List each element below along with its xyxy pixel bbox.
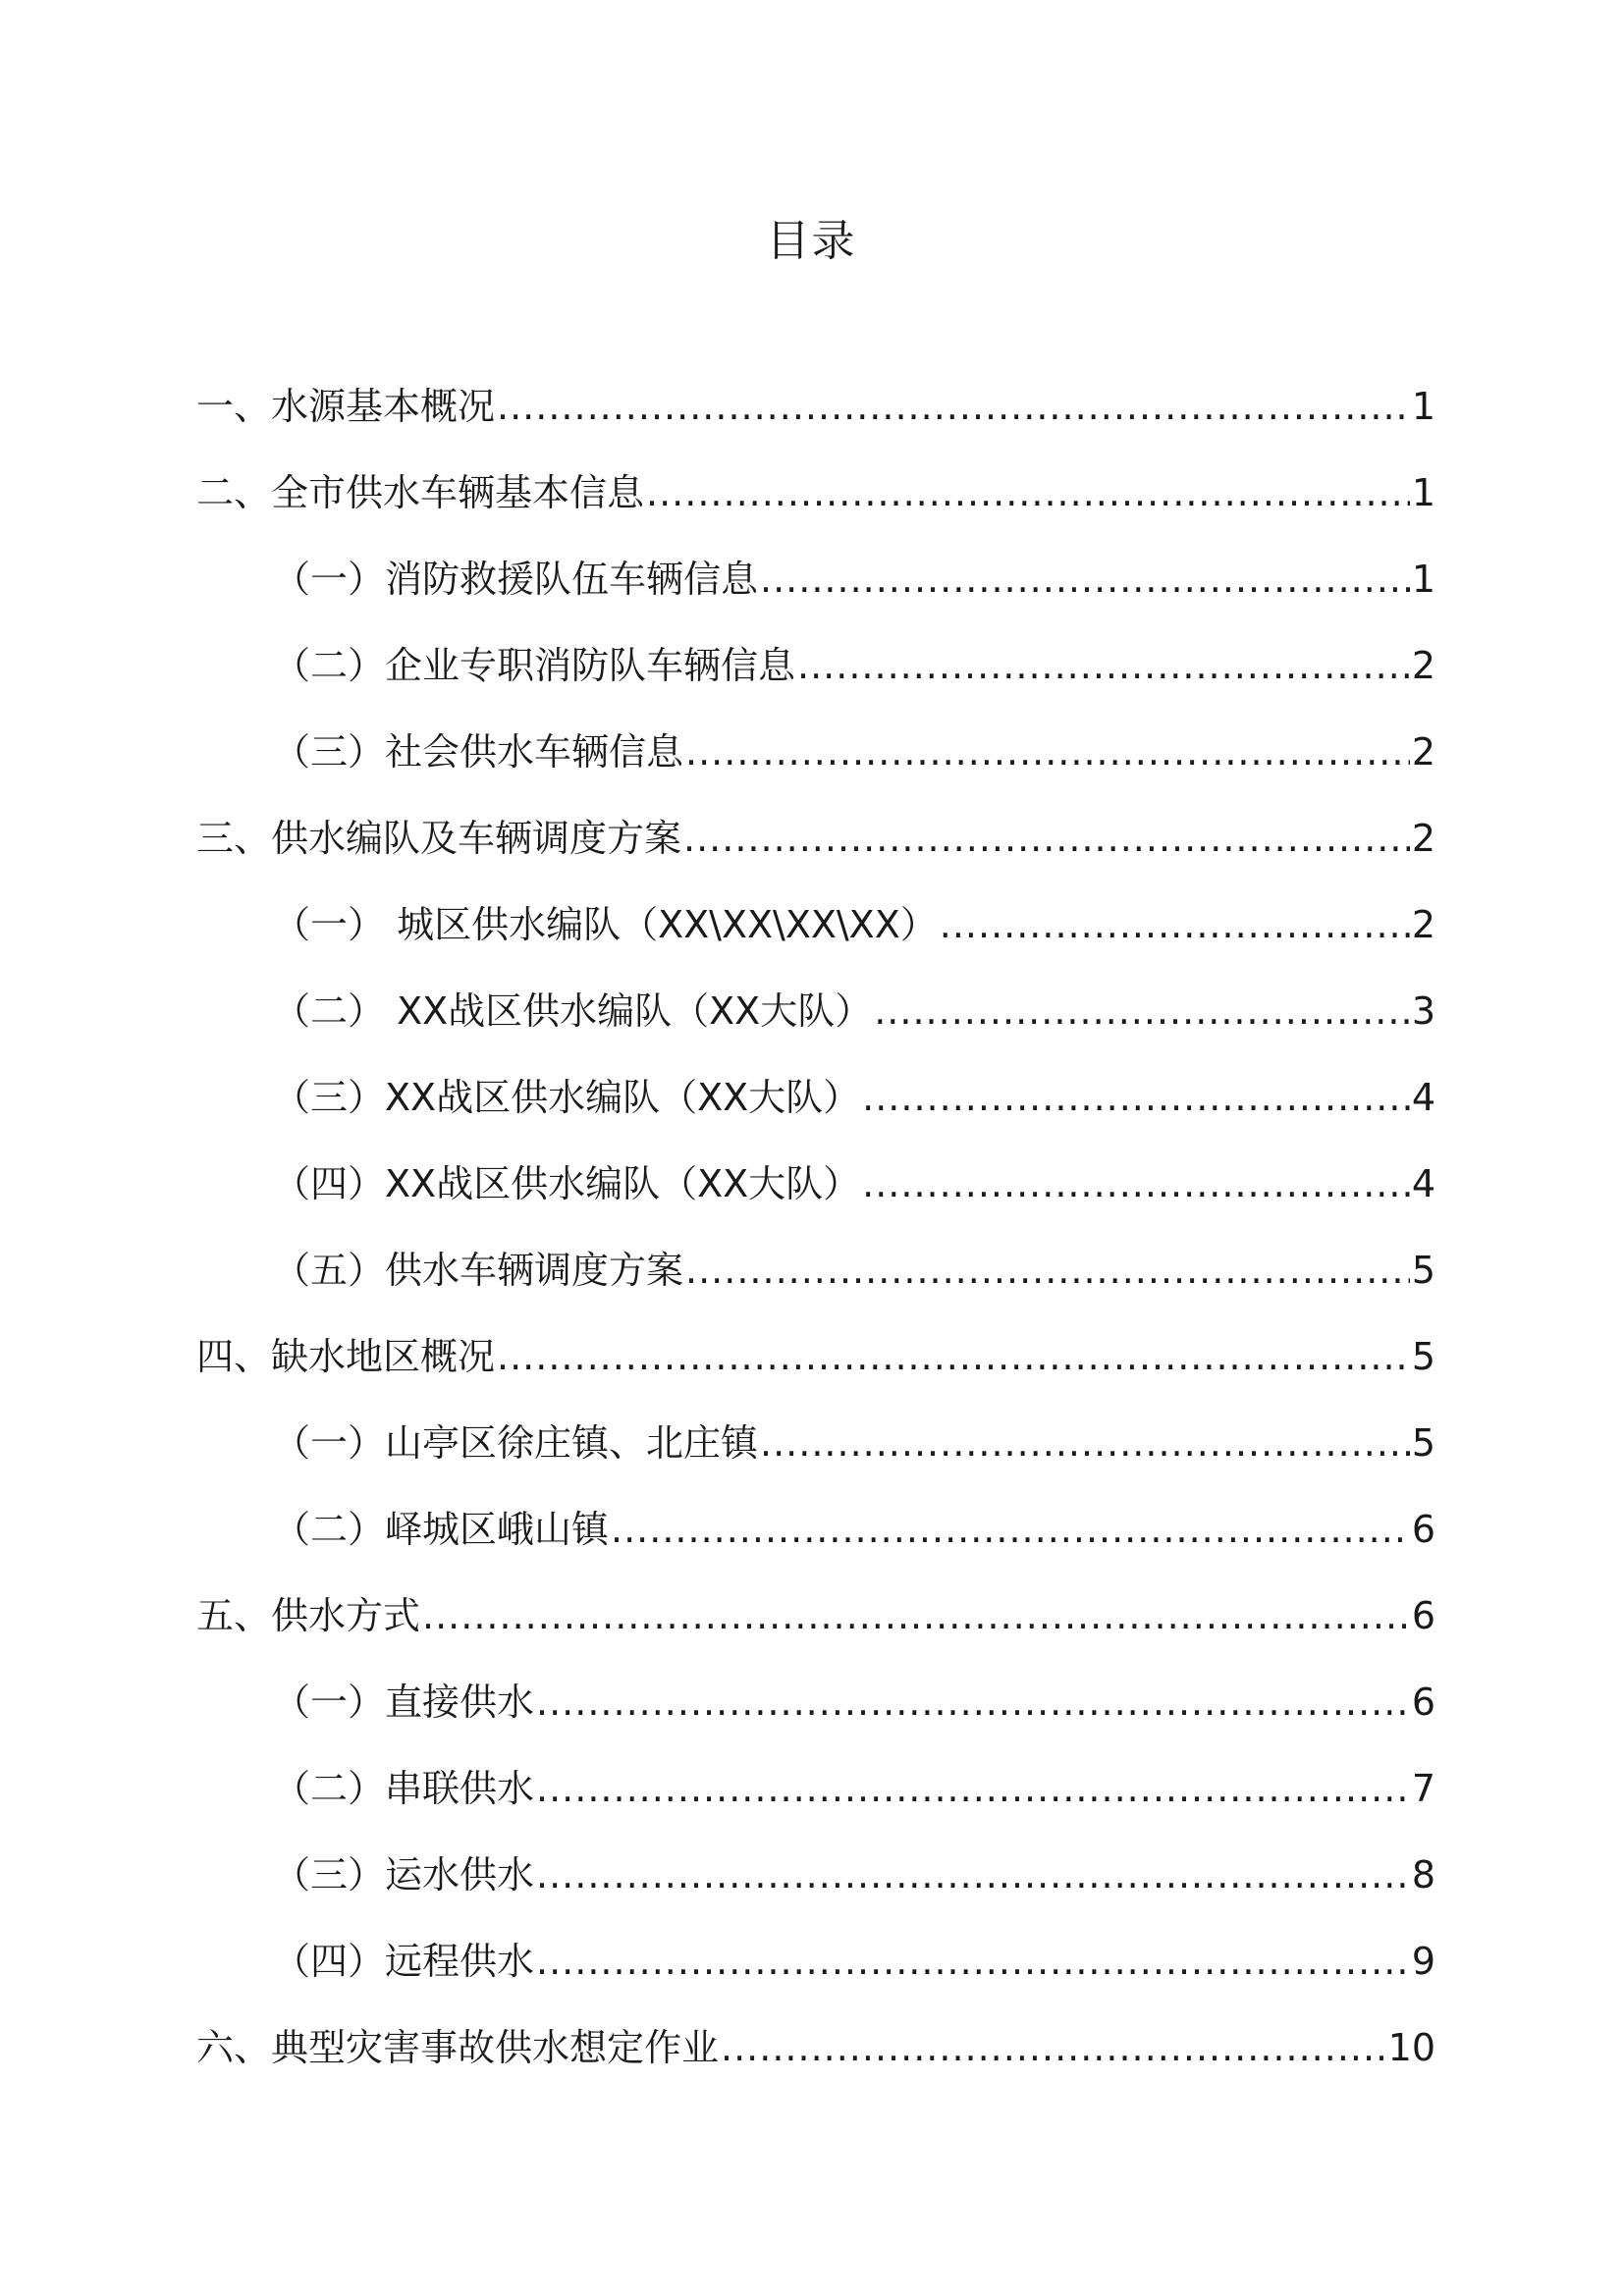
toc-entry-page: 10 — [1387, 2026, 1435, 2069]
toc-entry-label: （三）XX战区供水编队（XX大队） — [273, 1076, 861, 1119]
toc-entry[interactable] — [196, 982, 1435, 1068]
toc-entry-label: （一）消防救援队伍车辆信息 — [273, 558, 759, 601]
toc-entry-page: 2 — [1411, 817, 1435, 860]
toc-entry[interactable] — [196, 722, 1435, 809]
toc-entry-page: 6 — [1411, 1508, 1435, 1551]
toc-dot-leader — [940, 895, 1410, 954]
table-of-contents — [196, 377, 1435, 2105]
toc-entry-page: 5 — [1411, 1421, 1435, 1465]
toc-entry-label: （一） 城区供水编队（XX\XX\XX\XX） — [273, 903, 938, 946]
toc-entry-page: 6 — [1411, 1594, 1435, 1637]
toc-entry-label: （二） XX战区供水编队（XX大队） — [273, 989, 873, 1033]
toc-entry-label: 二、全市供水车辆基本信息 — [196, 471, 645, 514]
toc-entry-page: 7 — [1411, 1767, 1435, 1810]
toc-entry[interactable] — [196, 895, 1435, 982]
toc-dot-leader — [685, 1241, 1410, 1300]
toc-entry-page: 3 — [1411, 989, 1435, 1033]
toc-entry-page: 5 — [1411, 1249, 1435, 1292]
toc-entry-label: （四）远程供水 — [273, 1940, 535, 1983]
page-title: 目录 — [766, 216, 857, 266]
toc-dot-leader — [536, 1759, 1410, 1818]
toc-entry-page: 1 — [1411, 558, 1435, 601]
toc-dot-leader — [862, 1154, 1410, 1213]
toc-entry-page: 2 — [1411, 903, 1435, 946]
toc-entry-page: 4 — [1411, 1076, 1435, 1119]
toc-entry-page: 9 — [1411, 1940, 1435, 1983]
toc-entry-label: （五）供水车辆调度方案 — [273, 1249, 684, 1292]
toc-entry-page: 4 — [1411, 1162, 1435, 1205]
toc-entry-label: 一、水源基本概况 — [196, 385, 496, 428]
toc-dot-leader — [611, 1500, 1410, 1559]
toc-dot-leader — [422, 1586, 1410, 1645]
toc-dot-leader — [760, 550, 1410, 609]
toc-dot-leader — [497, 377, 1410, 436]
toc-entry[interactable] — [196, 1586, 1435, 1673]
toc-entry-label: （二）峄城区峨山镇 — [273, 1508, 610, 1551]
toc-entry-label: 五、供水方式 — [196, 1594, 421, 1637]
toc-entry-page: 2 — [1411, 644, 1435, 687]
toc-entry-page: 8 — [1411, 1853, 1435, 1896]
toc-entry-label: （三）运水供水 — [273, 1853, 535, 1896]
toc-entry-label: 四、缺水地区概况 — [196, 1335, 496, 1378]
toc-entry[interactable] — [196, 463, 1435, 550]
toc-entry[interactable] — [196, 1068, 1435, 1154]
toc-entry-label: （四）XX战区供水编队（XX大队） — [273, 1162, 861, 1205]
toc-dot-leader — [874, 982, 1410, 1041]
toc-dot-leader — [862, 1068, 1410, 1127]
toc-entry-label: （二）串联供水 — [273, 1767, 535, 1810]
toc-entry[interactable] — [196, 1327, 1435, 1414]
toc-entry-label: 六、典型灾害事故供水想定作业 — [196, 2026, 720, 2069]
toc-entry-label: 三、供水编队及车辆调度方案 — [196, 817, 682, 860]
toc-dot-leader — [536, 1932, 1410, 1991]
toc-entry-label: （二）企业专职消防队车辆信息 — [273, 644, 796, 687]
toc-entry-page: 6 — [1411, 1681, 1435, 1724]
toc-entry[interactable] — [196, 1673, 1435, 1759]
toc-entry-label: （一）山亭区徐庄镇、北庄镇 — [273, 1421, 759, 1465]
toc-dot-leader — [721, 2018, 1386, 2077]
toc-entry[interactable] — [196, 1241, 1435, 1327]
toc-entry-label: （一）直接供水 — [273, 1681, 535, 1724]
toc-dot-leader — [685, 722, 1410, 781]
toc-entry[interactable] — [196, 809, 1435, 895]
toc-dot-leader — [536, 1845, 1410, 1904]
toc-entry[interactable] — [196, 550, 1435, 636]
toc-entry[interactable] — [196, 1932, 1435, 2018]
toc-entry[interactable] — [196, 1759, 1435, 1845]
toc-entry[interactable] — [196, 1154, 1435, 1241]
toc-entry[interactable] — [196, 1500, 1435, 1586]
toc-entry-page: 1 — [1411, 471, 1435, 514]
toc-entry-page: 5 — [1411, 1335, 1435, 1378]
toc-entry[interactable] — [196, 1414, 1435, 1500]
toc-entry[interactable] — [196, 636, 1435, 722]
toc-entry-page: 1 — [1411, 385, 1435, 428]
toc-dot-leader — [797, 636, 1410, 695]
toc-dot-leader — [683, 809, 1410, 868]
toc-dot-leader — [646, 463, 1410, 522]
toc-entry-page: 2 — [1411, 730, 1435, 774]
toc-entry[interactable] — [196, 377, 1435, 463]
toc-entry[interactable] — [196, 2018, 1435, 2105]
toc-dot-leader — [760, 1414, 1410, 1472]
toc-dot-leader — [536, 1673, 1410, 1732]
toc-entry-label: （三）社会供水车辆信息 — [273, 730, 684, 774]
toc-entry[interactable] — [196, 1845, 1435, 1932]
toc-dot-leader — [497, 1327, 1410, 1386]
